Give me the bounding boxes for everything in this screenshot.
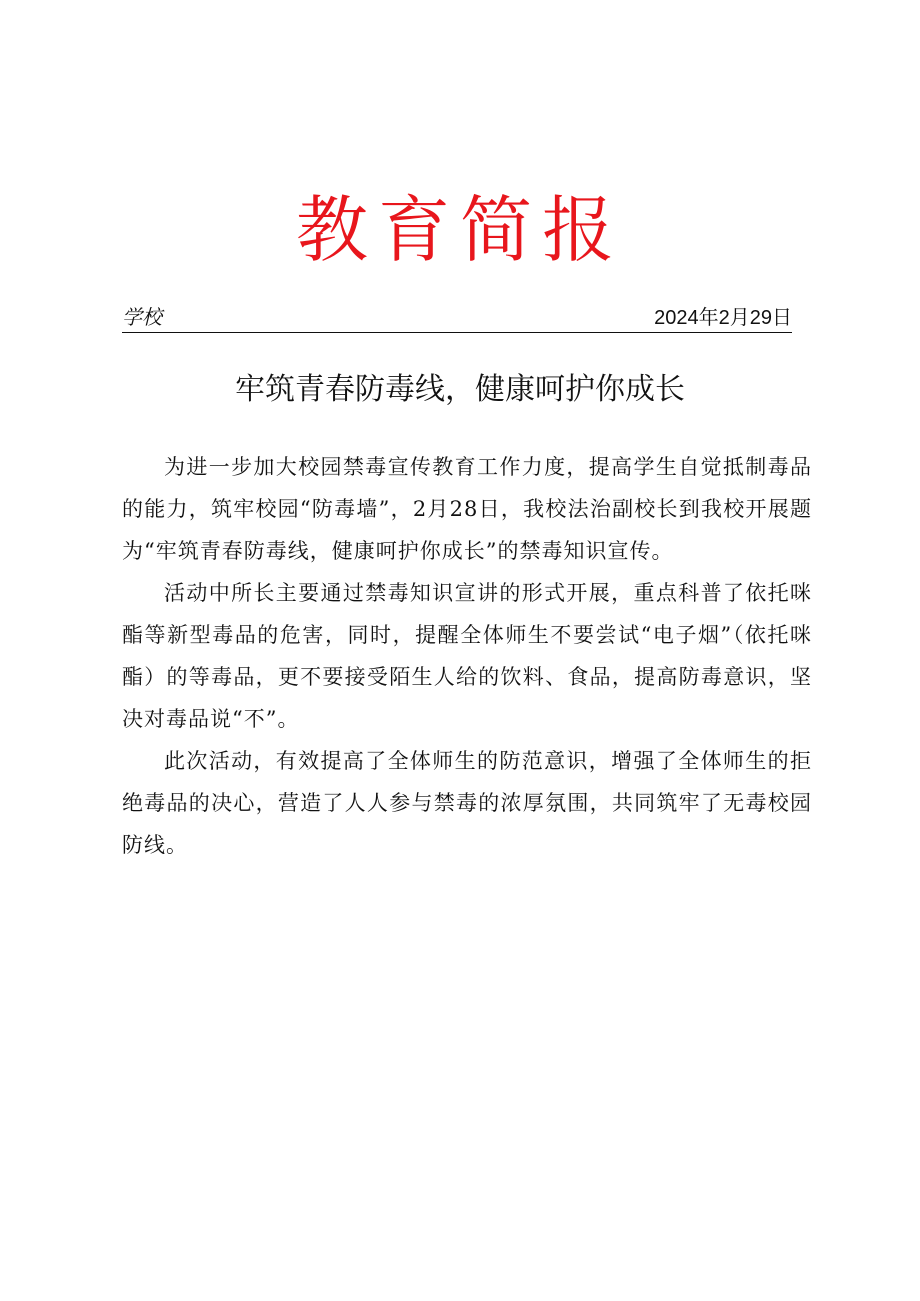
article-paragraph-1: 为进一步加大校园禁毒宣传教育工作力度，提高学生自觉抵制毒品的能力，筑牢校园“防毒墙”，2月28日，我校法治副校长到我校开展题为“牢筑青春防毒线，健康呵护你成长”的禁毒知识宣传。 — [122, 455, 812, 563]
article-paragraph-3: 此次活动，有效提高了全体师生的防范意识，增强了全体师生的拒绝毒品的决心，营造了人人参与禁毒的浓厚氛围，共同筑牢了无毒校园防线。 — [122, 749, 812, 857]
article-body — [122, 446, 812, 866]
article-paragraph-2: 活动中所长主要通过禁毒知识宣讲的形式开展，重点科普了依托咪酯等新型毒品的危害，同时，提醒全体师生不要尝试“电子烟”（依托咪酯）的等毒品，更不要接受陌生人给的饮料、食品，提高防毒意识，坚决对毒品说“不”。 — [122, 581, 812, 731]
info-line — [122, 304, 792, 333]
school-label: 学校 — [122, 307, 162, 329]
article-headline: 牢筑青春防毒线，健康呵护你成长 — [235, 372, 685, 407]
issue-date: 2024年2月29日 — [654, 307, 792, 329]
masthead-title: 教育简报 — [295, 188, 624, 272]
